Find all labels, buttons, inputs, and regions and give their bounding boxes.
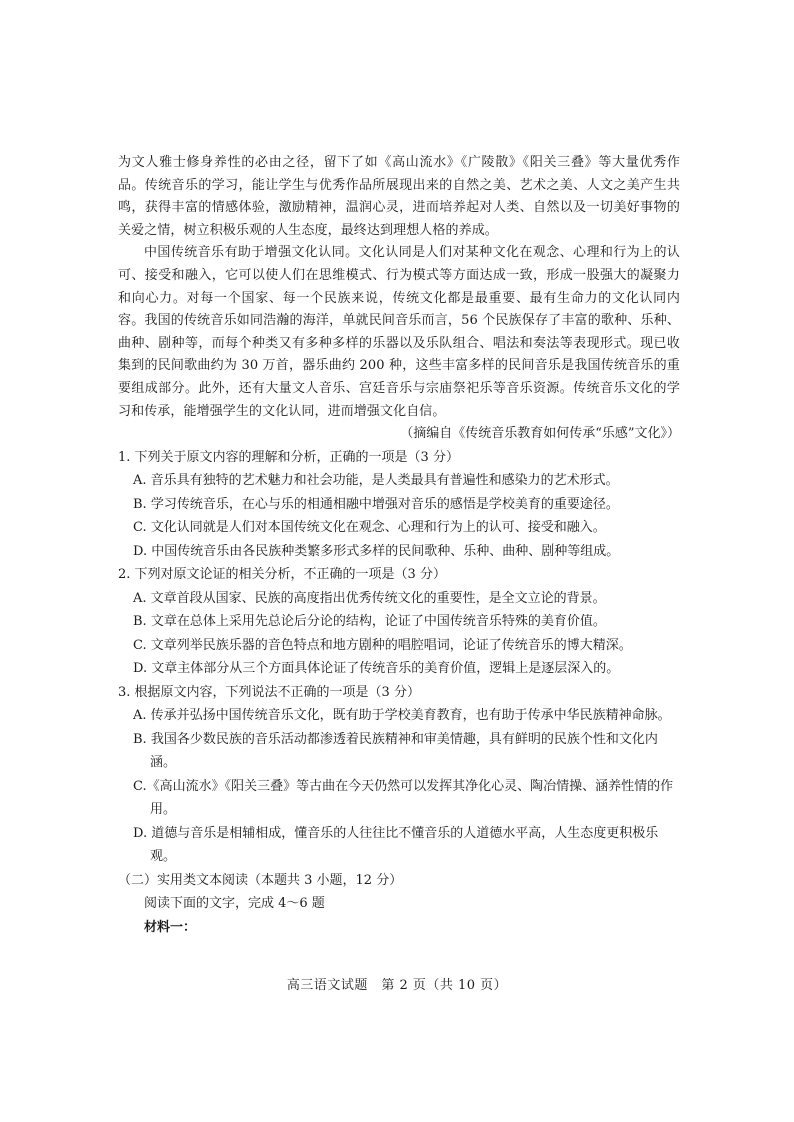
passage-source: （摘编自《传统音乐教育如何传承“乐感”文化》）	[400, 426, 680, 442]
option-a: A. 文章首段从国家、民族的高度指出优秀传统文化的重要性，是全文立论的背景。	[133, 590, 606, 606]
option-d: D. 文章主体部分从三个方面具体论证了传统音乐的美育价值，逻辑上是逐层深入的。	[133, 661, 620, 677]
section-instruction: 阅读下面的文字，完成 4～6 题	[144, 896, 325, 912]
question-stem: 1. 下列关于原文内容的理解和分析，正确的一项是（3 分）	[118, 449, 459, 465]
page-content	[118, 152, 680, 939]
option-b: B. 文章在总体上采用先总论后分论的结构，论证了中国传统音乐特殊的美育价值。	[133, 614, 606, 630]
section-heading: （二）实用类文本阅读（本题共 3 小题，12 分）	[118, 872, 403, 888]
material-label: 材料一：	[144, 919, 197, 935]
passage-paragraph-1: 为文人雅士修身养性的必由之径，留下了如《高山流水》《广陵散》《阳关三叠》等大量优秀作品。传统音乐的学习，能让学生与优秀作品所展现出来的自然之美、艺术之美、人文之美产生共鸣，获得丰富的情感体验，激励精神，温润心灵，进而培养起对人类、自然以及一切美好事物的关爱之情，树立积极乐观的人生态度，最终达到理想人格的养成。	[118, 155, 680, 238]
question-3	[118, 681, 680, 869]
option-b: B. 学习传统音乐，在心与乐的相通相融中增强对音乐的感悟是学校美育的重要途径。	[133, 496, 619, 512]
option-a: A. 音乐具有独特的艺术魅力和社会功能，是人类最具有普遍性和感染力的艺术形式。	[133, 473, 619, 489]
option-d: D. 道德与音乐是相辅相成，懂音乐的人往往比不懂音乐的人道德水平高，人生态度更积极乐观。	[133, 825, 659, 865]
option-c: C. 文章列举民族乐器的音色特点和地方剧种的唱腔唱词，论证了传统音乐的博大精深。	[133, 637, 632, 653]
option-c: C. 文化认同就是人们对本国传统文化在观念、心理和行为上的认可、接受和融入。	[133, 520, 606, 536]
question-1	[118, 446, 680, 564]
question-2	[118, 563, 680, 681]
option-b: B. 我国各少数民族的音乐活动都渗透着民族精神和审美情趣，具有鲜明的民族个性和文化内涵。	[133, 731, 658, 771]
option-d: D. 中国传统音乐由各民族种类繁多形式多样的民间歌种、乐种、曲种、剧种等组成。	[133, 543, 620, 559]
question-stem: 2. 下列对原文论证的相关分析，不正确的一项是（3 分）	[118, 567, 446, 583]
option-a: A. 传承并弘扬中国传统音乐文化，既有助于学校美育教育，也有助于传承中华民族精神命脉。	[133, 708, 671, 724]
page-footer: 高三语文试题 第 2 页（共 10 页）	[286, 978, 508, 993]
option-c: C.《高山流水》《阳关三叠》等古曲在今天仍然可以发挥其净化心灵、陶冶情操、涵养性情的作用。	[133, 778, 674, 818]
passage-paragraph-2: 中国传统音乐有助于增强文化认同。文化认同是人们对某种文化在观念、心理和行为上的认可、接受和融入，它可以使人们在思维模式、行为模式等方面达成一致，形成一股强大的凝聚力和向心力。对每一个国家、每一个民族来说，传统文化都是最重要、最有生命力的文化认同内容。我国的传统音乐如同浩瀚的海洋，单就民间音乐而言，56 个民族保存了丰富的歌种、乐种、曲种、剧种等，而每个种类又有多种多样的乐器以及乐队组合、唱法和奏法等表现形式。现已收集到的民间歌曲约为 30 万首，器乐曲约 200 种，这些丰富多样的民间音乐是我国传统音乐的重要组成部分。此外，还有大量文人音乐、宫廷音乐与宗庙祭祀乐等音乐资源。传统音乐文化的学习和传承，能增强学生的文化认同，进而增强文化自信。	[118, 245, 680, 419]
question-stem: 3. 根据原文内容，下列说法不正确的一项是（3 分）	[118, 684, 420, 700]
